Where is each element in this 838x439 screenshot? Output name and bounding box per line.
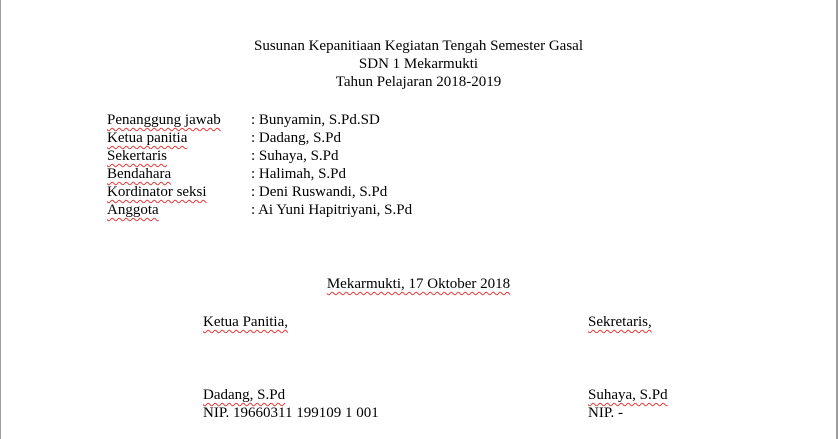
- place-date: Mekarmukti, 17 Oktober 2018: [326, 276, 511, 292]
- committee-role: Anggota: [107, 202, 159, 218]
- committee-role: Kordinator seksi: [107, 184, 207, 200]
- committee-member: : Suhaya, S.Pd: [251, 148, 339, 164]
- committee-role: Penanggung jawab: [107, 112, 221, 128]
- committee-member: : Bunyamin, S.Pd.SD: [251, 112, 380, 128]
- academic-year: Tahun Pelajaran 2018-2019: [335, 74, 502, 90]
- committee-role: Sekertaris: [107, 148, 167, 164]
- committee-member: : Deni Ruswandi, S.Pd: [251, 184, 388, 200]
- document-page[interactable]: [1, 0, 836, 439]
- left-signature-nip: NIP. 19660311 199109 1 001: [203, 405, 379, 421]
- left-signature-name: Dadang, S.Pd: [203, 387, 286, 403]
- committee-role: Ketua panitia: [107, 130, 188, 146]
- committee-member: : Ai Yuni Hapitriyani, S.Pd: [251, 202, 413, 218]
- school-name: SDN 1 Mekarmukti: [358, 56, 479, 72]
- committee-member: : Halimah, S.Pd: [251, 166, 347, 182]
- right-signature-name: Suhaya, S.Pd: [588, 387, 668, 403]
- left-signature-title: Ketua Panitia,: [203, 314, 288, 330]
- right-signature-nip: NIP. -: [588, 405, 624, 421]
- committee-member: : Dadang, S.Pd: [251, 130, 341, 146]
- committee-role: Bendahara: [107, 166, 172, 182]
- document-title: Susunan Kepanitiaan Kegiatan Tengah Semester Gasal: [254, 38, 583, 54]
- right-signature-title: Sekretaris,: [588, 314, 652, 330]
